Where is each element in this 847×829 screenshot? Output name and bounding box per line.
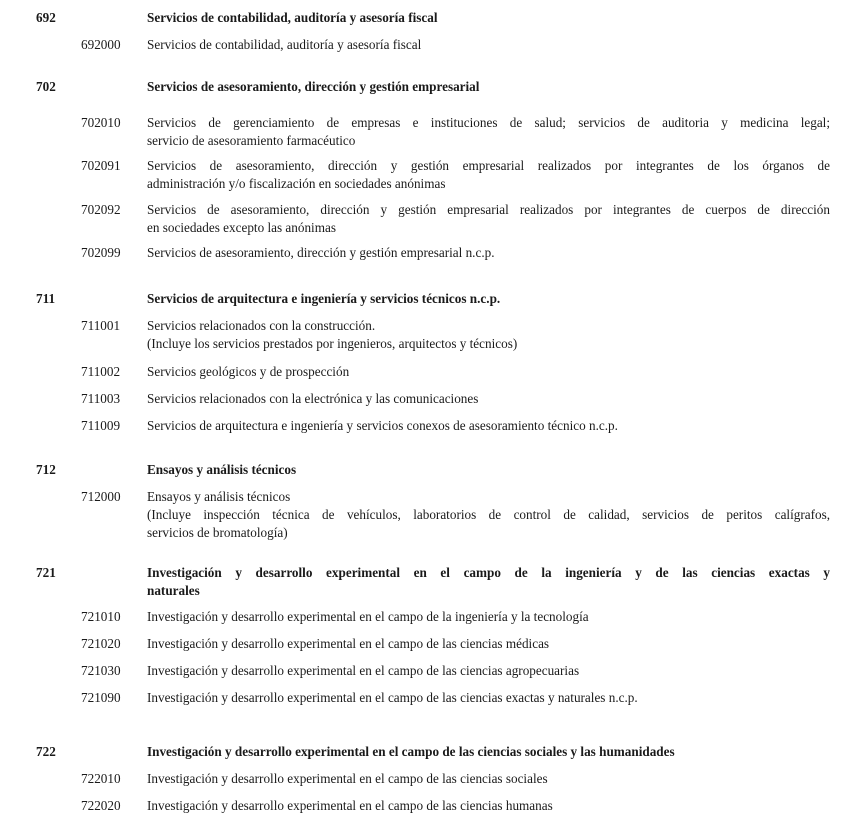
section-code: 692	[36, 10, 56, 25]
activity-description	[147, 244, 830, 262]
activity-description-line: en sociedades excepto las anónimas	[147, 220, 336, 235]
activity-code: 702091	[81, 158, 121, 173]
section-title-line: Servicios de contabilidad, auditoría y asesoría fiscal	[147, 10, 438, 25]
section-title	[147, 743, 830, 761]
section-title	[147, 9, 830, 27]
activity-code: 711009	[81, 418, 121, 433]
activity-description	[147, 662, 830, 680]
activity-description-line: Investigación y desarrollo experimental en el campo de las ciencias exactas y naturales n.c.p.	[147, 690, 638, 705]
activity-description-line: Servicios de gerenciamiento de empresas e instituciones de salud; servicios de auditoria y medicina legal;	[147, 115, 830, 130]
activity-description	[147, 689, 830, 707]
activity-description	[147, 797, 830, 815]
section-title-line: Ensayos y análisis técnicos	[147, 462, 297, 477]
activity-code: 702099	[81, 245, 121, 260]
section-title	[147, 564, 830, 600]
activity-description-line: Investigación y desarrollo experimental en el campo de las ciencias humanas	[147, 798, 553, 813]
section-title-line: Servicios de arquitectura e ingeniería y servicios técnicos n.c.p.	[147, 291, 501, 306]
activity-code: 711003	[81, 391, 121, 406]
activity-description-line: Servicios de arquitectura e ingeniería y servicios conexos de asesoramiento técnico n.c.p.	[147, 418, 618, 433]
section-title-line: Servicios de asesoramiento, dirección y gestión empresarial	[147, 79, 480, 94]
activity-description-line: (Incluye los servicios prestados por ingenieros, arquitectos y técnicos)	[147, 336, 518, 351]
activity-code: 721010	[81, 609, 121, 624]
activity-description	[147, 770, 830, 788]
activity-description-line: Investigación y desarrollo experimental en el campo de las ciencias agropecuarias	[147, 663, 580, 678]
section-title	[147, 461, 830, 479]
section-code: 702	[36, 79, 56, 94]
activity-description	[147, 488, 830, 542]
section-title-line: Investigación y desarrollo experimental en el campo de las ciencias sociales y las humanidades	[147, 744, 675, 759]
activity-description-line: Servicios relacionados con la construcción.	[147, 318, 376, 333]
section-code: 722	[36, 744, 56, 759]
activity-description-line: Servicios relacionados con la electrónica y las comunicaciones	[147, 391, 479, 406]
activity-code: 722010	[81, 771, 121, 786]
activity-description-line: Servicios de asesoramiento, dirección y gestión empresarial realizados por integrantes de los órganos de	[147, 158, 830, 173]
section-code: 711	[36, 291, 56, 306]
section-title-line: Investigación y desarrollo experimental en el campo de la ingeniería y de las ciencias exactas y	[147, 565, 830, 580]
activity-description-line: (Incluye inspección técnica de vehículos, laboratorios de control de calidad, servicios de peritos calígrafos,	[147, 507, 830, 522]
activity-description-line: administración y/o fiscalización en sociedades anónimas	[147, 176, 446, 191]
activity-description-line: Investigación y desarrollo experimental en el campo de la ingeniería y la tecnología	[147, 609, 589, 624]
section-title-line: naturales	[147, 583, 200, 598]
activity-code: 702010	[81, 115, 121, 130]
activity-code: 712000	[81, 489, 121, 504]
activity-description	[147, 201, 830, 237]
activity-code: 721030	[81, 663, 121, 678]
section-title	[147, 290, 830, 308]
activity-code: 721090	[81, 690, 121, 705]
activity-description	[147, 363, 830, 381]
activity-description	[147, 608, 830, 626]
activity-description-line: Servicios de asesoramiento, dirección y gestión empresarial n.c.p.	[147, 245, 495, 260]
activity-description	[147, 635, 830, 653]
activity-code: 711002	[81, 364, 121, 379]
activity-description-line: servicios de bromatología)	[147, 525, 288, 540]
section-title	[147, 78, 830, 96]
activity-description	[147, 157, 830, 193]
activity-description-line: Servicios geológicos y de prospección	[147, 364, 350, 379]
activity-code: 722020	[81, 798, 121, 813]
section-code: 721	[36, 565, 56, 580]
activity-description	[147, 114, 830, 150]
activity-description	[147, 317, 830, 353]
activity-code: 692000	[81, 37, 121, 52]
activity-description-line: Servicios de contabilidad, auditoría y asesoría fiscal	[147, 37, 422, 52]
activity-code: 702092	[81, 202, 121, 217]
activity-code: 721020	[81, 636, 121, 651]
activity-description-line: Ensayos y análisis técnicos	[147, 489, 291, 504]
activity-description	[147, 417, 830, 435]
activity-description-line: Investigación y desarrollo experimental en el campo de las ciencias sociales	[147, 771, 548, 786]
section-code: 712	[36, 462, 56, 477]
activity-code: 711001	[81, 318, 121, 333]
activity-description-line: Servicios de asesoramiento, dirección y gestión empresarial realizados por integrantes de cuerpos de dirección	[147, 202, 830, 217]
activity-description-line: servicio de asesoramiento farmacéutico	[147, 133, 356, 148]
activity-description-line: Investigación y desarrollo experimental en el campo de las ciencias médicas	[147, 636, 550, 651]
activity-description	[147, 390, 830, 408]
activity-description	[147, 36, 830, 54]
